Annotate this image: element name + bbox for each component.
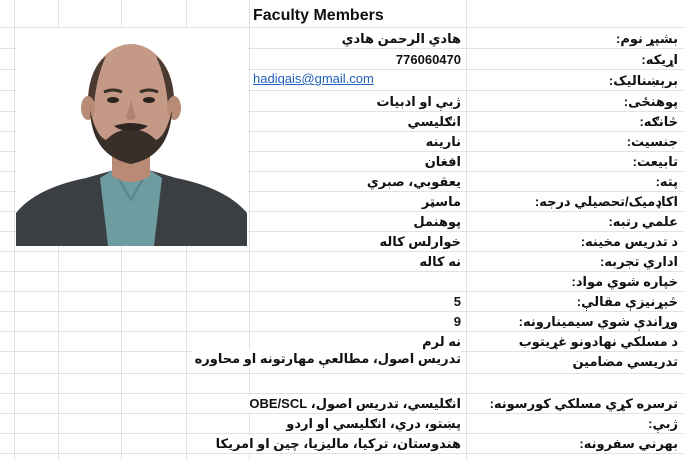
value-memberships: نه لرم bbox=[422, 334, 461, 349]
label-research-articles: څېړنيزې مقالې: bbox=[576, 294, 678, 309]
row-divider bbox=[0, 291, 684, 292]
email-link[interactable]: hadiqais@gmail.com bbox=[253, 71, 374, 86]
label-publications: خپاره شوي مواد: bbox=[571, 274, 678, 289]
value-full-name: هادي الرحمن هادي bbox=[341, 31, 461, 46]
row-divider bbox=[0, 433, 684, 434]
label-teaching-experience: د تدريس مخينه: bbox=[580, 234, 678, 249]
value-research-articles: 5 bbox=[453, 294, 461, 309]
row-divider bbox=[0, 311, 684, 312]
sheet-title: Faculty Members bbox=[253, 7, 384, 24]
value-nationality: افغان bbox=[424, 154, 461, 169]
label-department: څانګه: bbox=[639, 114, 678, 129]
value-department: انګليسي bbox=[407, 114, 461, 129]
label-seminars: وړاندې شوي سيمينارونه: bbox=[518, 314, 678, 329]
row-divider bbox=[0, 251, 684, 252]
label-faculty: پوهنځی: bbox=[623, 94, 678, 109]
faculty-portrait-photo bbox=[16, 28, 247, 246]
label-academic-degree: اکاډميک/تحصيلي درجه: bbox=[534, 194, 678, 209]
label-address: پته: bbox=[655, 174, 678, 189]
label-languages: ژبې: bbox=[648, 416, 678, 431]
label-gender: جنسيت: bbox=[626, 134, 678, 149]
value-teaching-experience: خوارلس کاله bbox=[379, 234, 461, 249]
label-admin-experience: اداري تجربه: bbox=[599, 254, 678, 269]
row-divider bbox=[0, 331, 684, 332]
label-full-name: بشپړ نوم: bbox=[615, 31, 678, 46]
value-academic-rank: پوهنمل bbox=[413, 214, 461, 229]
value-foreign-travels: هندوستان، ترکيا، ماليزيا، چين او امريکا bbox=[215, 436, 461, 451]
value-contact: 776060470 bbox=[395, 52, 461, 67]
value-languages: پښتو، دري، انګليسي او اردو bbox=[286, 416, 461, 431]
value-professional-courses: انګليسي، تدريس اصول، OBE/SCL bbox=[249, 396, 461, 411]
row-divider bbox=[0, 271, 684, 272]
value-seminars: 9 bbox=[453, 314, 461, 329]
label-foreign-travels: بهرني سفرونه: bbox=[579, 436, 678, 451]
label-academic-rank: علمي رتبه: bbox=[608, 214, 678, 229]
label-professional-courses: ترسره کړي مسلکي کورسونه: bbox=[489, 396, 678, 411]
value-gender: نارينه bbox=[425, 134, 461, 149]
value-academic-degree: ماسټر bbox=[421, 194, 461, 209]
row-divider bbox=[0, 373, 684, 374]
row-divider bbox=[0, 453, 684, 454]
value-admin-experience: نه کاله bbox=[419, 254, 461, 269]
label-memberships: د مسلکي نهادونو غړيتوب bbox=[518, 334, 678, 349]
row-divider bbox=[0, 393, 684, 394]
label-email: برېښناليک: bbox=[608, 73, 678, 88]
row-divider bbox=[0, 413, 684, 414]
label-nationality: تابيعت: bbox=[632, 154, 678, 169]
value-address: يعقوبي، صبري bbox=[366, 174, 461, 189]
label-teaching-subjects: تدريسي مضامين bbox=[572, 354, 678, 369]
label-contact: اړيکه: bbox=[641, 52, 678, 67]
value-teaching-subjects: تدريس اصول، مطالعې مهارتونه او محاوره bbox=[194, 351, 461, 366]
value-faculty: ژبې او ادبيات bbox=[376, 94, 461, 109]
